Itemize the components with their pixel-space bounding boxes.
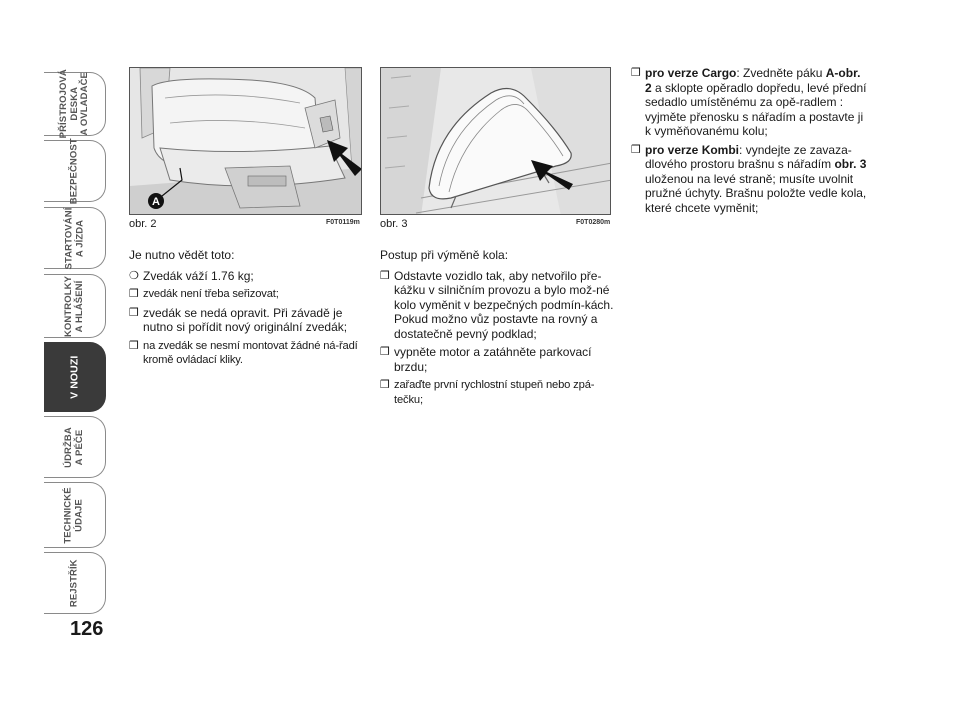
list-item	[631, 143, 867, 216]
bullet-icon: ❒	[129, 306, 139, 319]
text-column-3	[631, 66, 867, 219]
list-item-bold: obr. 3	[834, 157, 867, 171]
list-item-text: Zvedák váží 1.76 kg;	[143, 268, 254, 283]
list-item-text: uloženou na levé straně; musíte uvolnit pružné úchyty. Brašnu položte vedle kola, které chcete vyměnit;	[645, 171, 867, 215]
list-item	[129, 269, 364, 284]
tab-bezpecnost[interactable]	[44, 140, 106, 202]
list-item	[129, 306, 364, 335]
seat-illustration	[130, 68, 362, 215]
list-item	[380, 378, 615, 407]
section-intro: Je nutno vědět toto:	[129, 248, 235, 262]
figure-caption: obr. 3	[380, 218, 408, 230]
tab-label: ÚDRŽBA A PÉČE	[63, 426, 85, 468]
tab-label: KONTROLKY A HLÁŠENÍ	[63, 275, 85, 337]
text-column-1	[129, 248, 364, 372]
bullet-icon: ❒	[380, 379, 390, 391]
bullet-icon: ❒	[380, 346, 390, 358]
list-item-bold: pro verze Kombi	[645, 142, 740, 157]
tool-bag-illustration	[381, 68, 611, 215]
list-item	[380, 345, 615, 374]
tab-technicke-udaje[interactable]	[44, 482, 106, 548]
tab-udrzba[interactable]	[44, 416, 106, 478]
text-column-2	[380, 248, 615, 411]
list-item-text: Odstavte vozidlo tak, aby netvořilo pře-kážku v silničním provozu a bylo mož-né kolo vyměnit v bezpečných podmín-kách. Pokud možno vůz postavte na rovný a dostatečně pevný podklad;	[394, 268, 614, 341]
list-item-text: zvedák není třeba seřizovat;	[143, 288, 279, 300]
figure-code: F0T0119m	[326, 219, 360, 226]
bullet-icon: ❍	[129, 269, 139, 282]
list-item	[380, 269, 615, 342]
marker-a: A	[152, 196, 160, 208]
bullet-icon: ❒	[380, 269, 390, 282]
list-item-text: na zvedák se nesmí montovat žádné ná-řadí kromě ovládací kliky.	[143, 339, 358, 366]
figure-seat-lever	[129, 67, 362, 215]
figure-caption: obr. 2	[129, 218, 157, 230]
list-item-bold: pro verze Cargo	[645, 66, 737, 80]
list-item	[631, 66, 867, 139]
tab-label: BEZPEČNOST	[68, 138, 80, 204]
page-number: 126	[70, 618, 104, 640]
tab-label: STARTOVÁNÍ A JÍZDA	[63, 207, 85, 269]
list-item-text: : Zvedněte páku	[736, 66, 826, 80]
tab-v-nouzi[interactable]	[44, 342, 106, 412]
list-item-text: a sklopte opěradlo dopředu, levé přední sedadlo umístěnému za opě-radlem : vyjměte přenosku s nářadím a postavte ji k vyměňovanému kolu;	[645, 80, 867, 138]
section-intro: Postup při výměně kola:	[380, 248, 509, 262]
tab-rejstrik[interactable]	[44, 552, 106, 614]
list-item-text: zvedák se nedá opravit. Při závadě je nutno si pořídit nový originální zvedák;	[143, 305, 348, 334]
list-item-text: zařaďte první rychlostní stupeň nebo zpá-tečku;	[394, 379, 595, 406]
tab-label: TECHNICKÉ ÚDAJE	[62, 486, 85, 544]
list-item	[129, 287, 364, 302]
list-item-text: : vyndejte ze zavaza-dlového prostoru brašnu s nářadím	[645, 142, 852, 171]
tab-label: REJSTŘÍK	[68, 559, 80, 607]
tab-kontrolky[interactable]	[44, 274, 106, 338]
tab-startovani[interactable]	[44, 207, 106, 269]
figure-code: F0T0280m	[576, 219, 611, 226]
list-item-text: vypněte motor a zatáhněte parkovací brzdu;	[394, 345, 592, 374]
bullet-icon: ❒	[129, 288, 139, 300]
bullet-icon: ❒	[631, 67, 641, 79]
list-item-bold: A-obr. 2	[645, 66, 861, 95]
list-item	[129, 339, 364, 368]
tab-label: PŘÍSTROJOVÁ DESKA A OVLADAČE	[57, 69, 90, 139]
bullet-icon: ❒	[631, 143, 641, 156]
tab-label: V NOUZI	[68, 355, 81, 399]
bullet-icon: ❒	[129, 339, 139, 352]
figure-tool-bag	[380, 67, 611, 215]
tab-pristrojova-deska[interactable]	[44, 69, 106, 139]
